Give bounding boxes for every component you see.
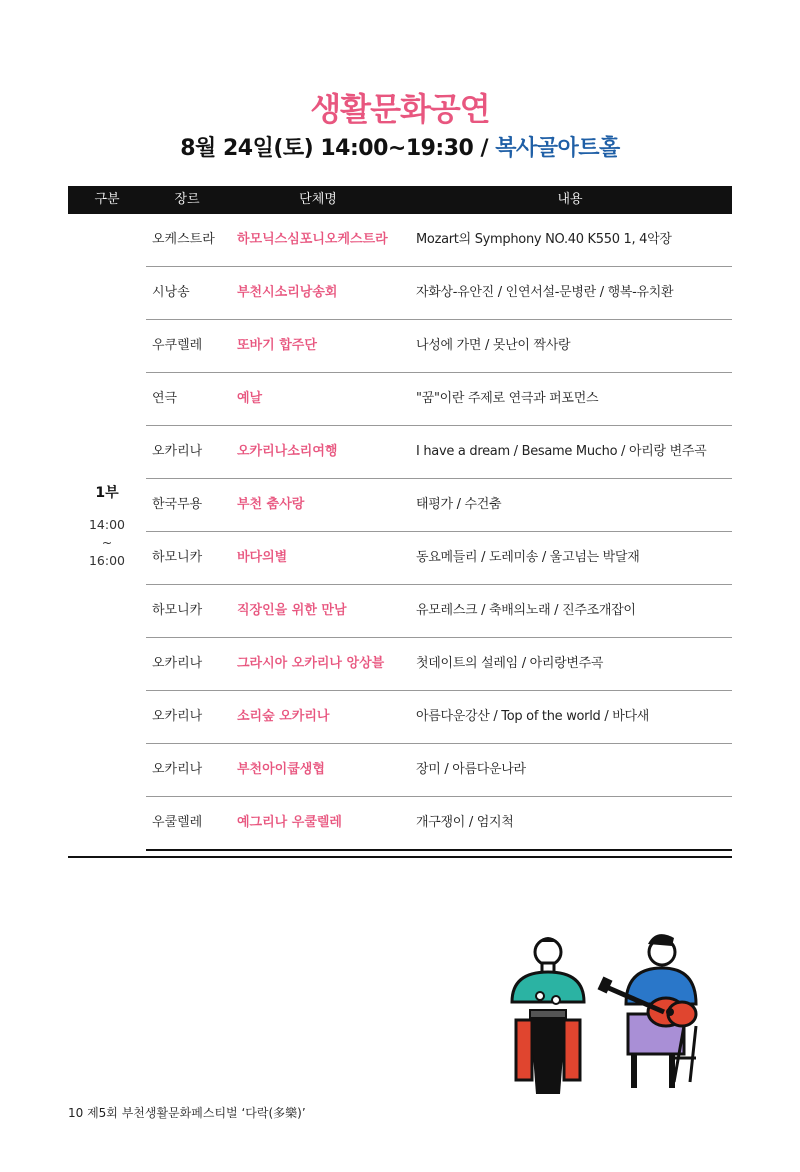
row-team: 바다의별: [237, 550, 288, 565]
table-row: [146, 479, 732, 532]
row-genre: 오카리나: [152, 656, 203, 671]
performance-table: [68, 186, 732, 830]
row-genre: 연극: [152, 391, 178, 406]
section-label: 1부: [95, 485, 119, 501]
musicians-illustration: [496, 930, 716, 1100]
column-header-genre: 장르: [174, 192, 200, 207]
section-time: [89, 516, 125, 570]
row-team: 예그리나 우쿨렐레: [237, 815, 342, 830]
row-genre: 우쿠렐레: [152, 338, 203, 353]
table-row: [146, 426, 732, 479]
table-row: [146, 744, 732, 797]
row-team: 예날: [237, 391, 263, 406]
column-header-division: 구분: [94, 192, 120, 207]
row-genre: 오카리나: [152, 709, 203, 724]
table-row: [146, 214, 732, 267]
section-time-end: 16:00: [88, 553, 126, 568]
table-row: [146, 638, 732, 691]
table-bottom-rule: [68, 856, 732, 858]
row-content: 동요메들리 / 도레미송 / 울고넘는 박달재: [416, 550, 640, 565]
page-footer: 10 제5회 부천생활문화페스티벌 ‘다락(多樂)’: [68, 1106, 306, 1120]
row-genre: 오케스트라: [152, 232, 215, 247]
section-cell: [68, 214, 146, 858]
row-genre: 우쿨렐레: [152, 815, 203, 830]
row-team: 직장인을 위한 만남: [237, 603, 347, 618]
row-content: 태평가 / 수건춤: [416, 497, 502, 512]
row-content: 아름다운강산 / Top of the world / 바다새: [416, 709, 650, 724]
row-team: 또바기 합주단: [237, 338, 317, 353]
row-content: 장미 / 아름다운나라: [416, 762, 526, 777]
table-row: [146, 797, 732, 851]
event-schedule: [0, 131, 800, 162]
table-row: [146, 691, 732, 744]
drummer-figure: [512, 937, 584, 1094]
row-content: Mozart의 Symphony NO.40 K550 1, 4악장: [416, 232, 672, 247]
table-row: [146, 373, 732, 426]
event-date: 8월 24일(토) 14:00~19:30 /: [180, 136, 489, 161]
row-genre: 한국무용: [152, 497, 203, 512]
page-title: 생활문화공연: [310, 90, 490, 128]
table-rows: [146, 214, 732, 851]
row-content: 첫데이트의 설레임 / 아리랑변주곡: [416, 656, 604, 671]
row-team: 부천 춤사랑: [237, 497, 305, 512]
row-team: 부천시소리낭송회: [237, 285, 338, 300]
section-time-separator: ~: [101, 535, 113, 550]
row-content: 유모레스크 / 축배의노래 / 진주조개잡이: [416, 603, 636, 618]
row-content: I have a dream / Besame Mucho / 아리랑 변주곡: [416, 444, 707, 459]
row-content: 나성에 가면 / 못난이 짝사랑: [416, 338, 571, 353]
table-row: [146, 585, 732, 638]
row-genre: 오카리나: [152, 444, 203, 459]
column-header-content: 내용: [557, 192, 583, 207]
table-row: [146, 320, 732, 373]
section-time-start: 14:00: [88, 517, 126, 532]
row-genre: 오카리나: [152, 762, 203, 777]
guitarist-figure: [598, 934, 696, 1088]
table-row: [146, 267, 732, 320]
row-content: 자화상-유안진 / 인연서설-문병란 / 행복-유치환: [416, 285, 674, 300]
row-content: "꿈"이란 주제로 연극과 퍼포먼스: [416, 391, 599, 406]
row-team: 오카리나소리여행: [237, 444, 338, 459]
row-team: 부천아이쿱생협: [237, 762, 325, 777]
row-genre: 시낭송: [152, 285, 190, 300]
event-venue: 복사골아트홀: [495, 136, 620, 161]
row-team: 소리숲 오카리나: [237, 709, 330, 724]
table-row: [146, 532, 732, 585]
column-header-team: 단체명: [299, 192, 337, 207]
row-team: 하모닉스심포니오케스트라: [237, 232, 388, 247]
row-team: 그라시아 오카리나 앙상블: [237, 656, 385, 671]
row-genre: 하모니카: [152, 603, 203, 618]
row-content: 개구쟁이 / 엄지척: [416, 815, 514, 830]
table-header: [68, 186, 732, 214]
row-genre: 하모니카: [152, 550, 203, 565]
